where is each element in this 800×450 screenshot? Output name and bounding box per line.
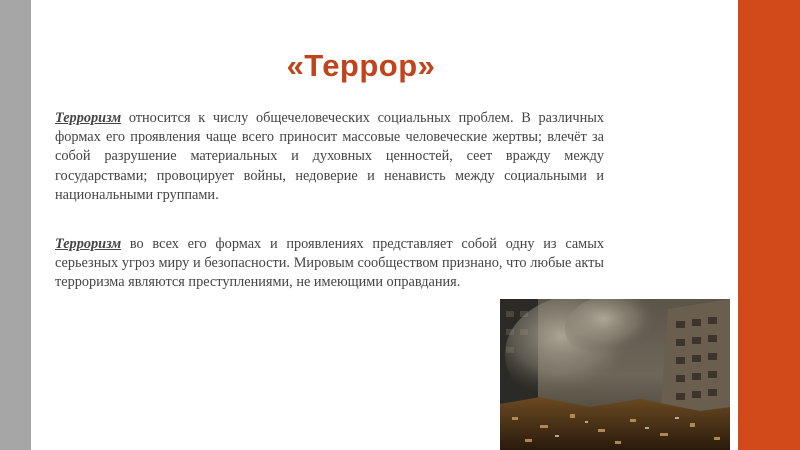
right-accent-bar: [738, 0, 800, 450]
paragraph-2: [55, 235, 604, 293]
paragraph-2-text: во всех его формах и проявлениях представляет собой одну из самых серьезных угроз миру и безопасности. Мировым сообществом признано, что любые акты терроризма являются преступлениями, не имеющими оправдания.: [55, 236, 604, 291]
slide-title: «Террор»: [286, 48, 436, 83]
paragraph-2-term: Терроризм: [55, 236, 122, 252]
slide: [31, 0, 738, 450]
paragraph-1-term: Терроризм: [55, 110, 122, 126]
left-accent-bar: [0, 0, 31, 450]
paragraph-1-text: относится к числу общечеловеческих социальных проблем. В различных формах его проявления чаще всего приносит массовые человеческие жертвы; влечёт за собой разрушение материальных и духовных ценностей, сеет вражду между государствами; провоцирует войны, недоверие и ненависть между социальными и национальными группами.: [55, 110, 604, 203]
paragraph-1: [55, 109, 604, 205]
destroyed-building-photo: [500, 299, 730, 450]
